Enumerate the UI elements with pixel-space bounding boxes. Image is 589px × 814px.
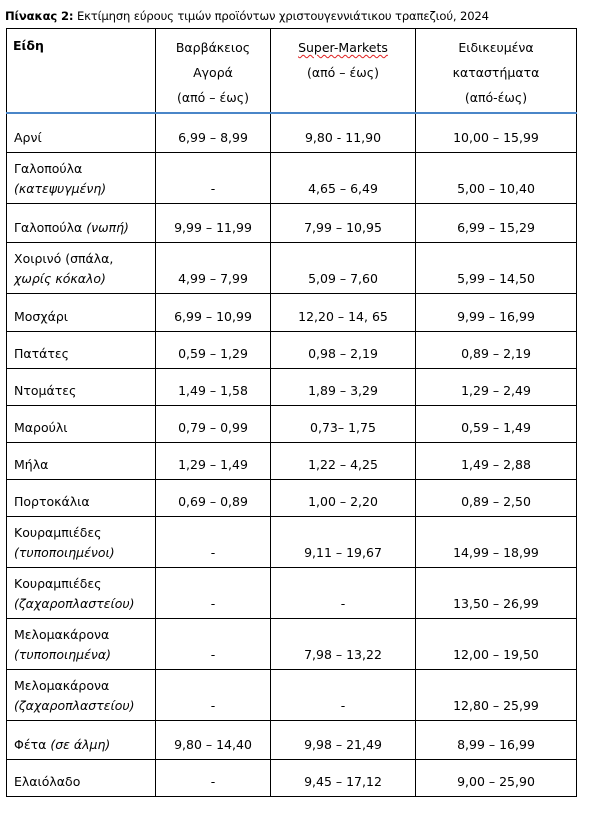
price-supermarkets: 9,80 - 11,90 [271, 113, 416, 152]
item-name: Μελομακάρονα [14, 677, 110, 693]
header-specialty-line: Ειδικευμένα [458, 40, 534, 55]
price-supermarkets: 7,98 – 13,22 [271, 618, 416, 669]
item-name: Μοσχάρι [14, 308, 68, 324]
price-varvakeios: - [156, 567, 271, 618]
price-specialty: 8,99 – 16,99 [416, 720, 577, 759]
header-item [7, 29, 156, 114]
price-supermarkets: 1,22 – 4,25 [271, 442, 416, 479]
item-name: Μελομακάρονα [14, 626, 110, 642]
price-specialty: 5,00 – 10,40 [416, 152, 577, 203]
item-name: Γαλοπούλα [14, 219, 87, 235]
header-varvakeios-line: Βαρβάκειος [175, 40, 251, 55]
item-name: Χοιρινό (σπάλα, [14, 250, 114, 266]
table-row [7, 669, 577, 720]
price-varvakeios: 0,59 – 1,29 [156, 331, 271, 368]
item-cell [7, 479, 156, 516]
header-varvakeios-line: (από – έως) [177, 90, 249, 105]
price-varvakeios: - [156, 152, 271, 203]
price-varvakeios: 9,80 – 14,40 [156, 720, 271, 759]
price-specialty: 9,00 – 25,90 [416, 759, 577, 796]
item-cell [7, 293, 156, 331]
header-supermarkets-label: Super-Markets [298, 40, 388, 55]
item-cell [7, 242, 156, 293]
price-supermarkets: 1,00 – 2,20 [271, 479, 416, 516]
price-varvakeios: 4,99 – 7,99 [156, 242, 271, 293]
table-row [7, 331, 577, 368]
price-varvakeios: - [156, 759, 271, 796]
price-specialty: 9,99 – 16,99 [416, 293, 577, 331]
price-specialty: 14,99 – 18,99 [416, 516, 577, 567]
price-supermarkets: 4,65 – 6,49 [271, 152, 416, 203]
price-specialty: 5,99 – 14,50 [416, 242, 577, 293]
price-varvakeios: 0,69 – 0,89 [156, 479, 271, 516]
price-specialty: 0,89 – 2,50 [416, 479, 577, 516]
price-supermarkets: - [271, 669, 416, 720]
table-row [7, 720, 577, 759]
price-specialty: 1,29 – 2,49 [416, 368, 577, 405]
item-cell [7, 368, 156, 405]
item-name: Φέτα [14, 736, 51, 752]
item-cell [7, 516, 156, 567]
item-cell [7, 567, 156, 618]
header-item-label: Είδη [13, 38, 44, 53]
header-varvakeios-line: Αγορά [193, 65, 233, 80]
item-name: Κουραμπιέδες [14, 575, 102, 591]
table-row [7, 113, 577, 152]
item-name: Αρνί [14, 129, 42, 145]
item-qualifier: (σε άλμη) [50, 736, 111, 752]
price-table [6, 28, 577, 797]
item-cell [7, 669, 156, 720]
header-varvakeios [156, 29, 271, 114]
item-cell [7, 442, 156, 479]
item-qualifier: (ζαχαροπλαστείου) [14, 697, 135, 713]
table-row [7, 293, 577, 331]
price-supermarkets: 0,98 – 2,19 [271, 331, 416, 368]
header-supermarkets [271, 29, 416, 114]
header-supermarkets-line [277, 35, 409, 60]
table-row [7, 516, 577, 567]
price-specialty: 13,50 – 26,99 [416, 567, 577, 618]
price-varvakeios: 6,99 – 8,99 [156, 113, 271, 152]
table-row [7, 759, 577, 796]
item-name: Ντομάτες [14, 382, 77, 398]
item-qualifier: χωρίς κόκαλο) [14, 270, 106, 286]
item-cell [7, 331, 156, 368]
item-qualifier: (τυποποιημένοι) [14, 544, 115, 560]
table-row [7, 442, 577, 479]
table-row [7, 152, 577, 203]
item-cell [7, 720, 156, 759]
table-row [7, 618, 577, 669]
table-row [7, 368, 577, 405]
table-row [7, 405, 577, 442]
item-qualifier: (νωπή) [86, 219, 129, 235]
price-varvakeios: 9,99 – 11,99 [156, 203, 271, 242]
header-specialty-line: (από-έως) [464, 90, 528, 105]
price-varvakeios: 1,29 – 1,49 [156, 442, 271, 479]
item-cell [7, 405, 156, 442]
price-supermarkets: 9,45 – 17,12 [271, 759, 416, 796]
item-name: Κουραμπιέδες [14, 524, 102, 540]
caption-text: Εκτίμηση εύρους τιμών προϊόντων χριστουγεννιάτικου τραπεζιού, 2024 [73, 9, 489, 23]
price-varvakeios: 1,49 – 1,58 [156, 368, 271, 405]
table-caption [5, 9, 489, 23]
item-qualifier: (κατεψυγμένη) [14, 180, 107, 196]
header-specialty [416, 29, 577, 114]
price-specialty: 0,89 – 2,19 [416, 331, 577, 368]
price-specialty: 1,49 – 2,88 [416, 442, 577, 479]
item-cell [7, 152, 156, 203]
item-cell [7, 618, 156, 669]
price-specialty: 10,00 – 15,99 [416, 113, 577, 152]
price-varvakeios: - [156, 516, 271, 567]
item-qualifier: (τυποποιημένα) [14, 646, 111, 662]
item-name: Πατάτες [14, 345, 70, 361]
price-specialty: 6,99 – 15,29 [416, 203, 577, 242]
price-supermarkets: 9,11 – 19,67 [271, 516, 416, 567]
price-specialty: 0,59 – 1,49 [416, 405, 577, 442]
item-name: Μήλα [14, 456, 49, 472]
price-supermarkets: 5,09 – 7,60 [271, 242, 416, 293]
item-name: Γαλοπούλα [14, 160, 83, 176]
table-row [7, 479, 577, 516]
price-varvakeios: - [156, 669, 271, 720]
price-specialty: 12,00 – 19,50 [416, 618, 577, 669]
price-varvakeios: 6,99 – 10,99 [156, 293, 271, 331]
item-cell [7, 759, 156, 796]
item-name: Ελαιόλαδο [14, 773, 81, 789]
price-supermarkets: 9,98 – 21,49 [271, 720, 416, 759]
price-supermarkets: - [271, 567, 416, 618]
item-name: Πορτοκάλια [14, 493, 90, 509]
caption-label: Πίνακας 2: [5, 9, 74, 23]
item-name: Μαρούλι [14, 419, 68, 435]
price-supermarkets: 12,20 – 14, 65 [271, 293, 416, 331]
item-cell [7, 113, 156, 152]
header-specialty-line: καταστήματα [452, 65, 540, 80]
table-row [7, 567, 577, 618]
table-body [7, 113, 577, 796]
item-qualifier: (ζαχαροπλαστείου) [14, 595, 135, 611]
price-varvakeios: 0,79 – 0,99 [156, 405, 271, 442]
price-supermarkets: 7,99 – 10,95 [271, 203, 416, 242]
price-supermarkets: 0,73– 1,75 [271, 405, 416, 442]
table-row [7, 242, 577, 293]
price-varvakeios: - [156, 618, 271, 669]
table-row [7, 203, 577, 242]
item-cell [7, 203, 156, 242]
price-supermarkets: 1,89 – 3,29 [271, 368, 416, 405]
header-supermarkets-line: (από – έως) [307, 65, 379, 80]
price-specialty: 12,80 – 25,99 [416, 669, 577, 720]
header-row [7, 29, 577, 114]
